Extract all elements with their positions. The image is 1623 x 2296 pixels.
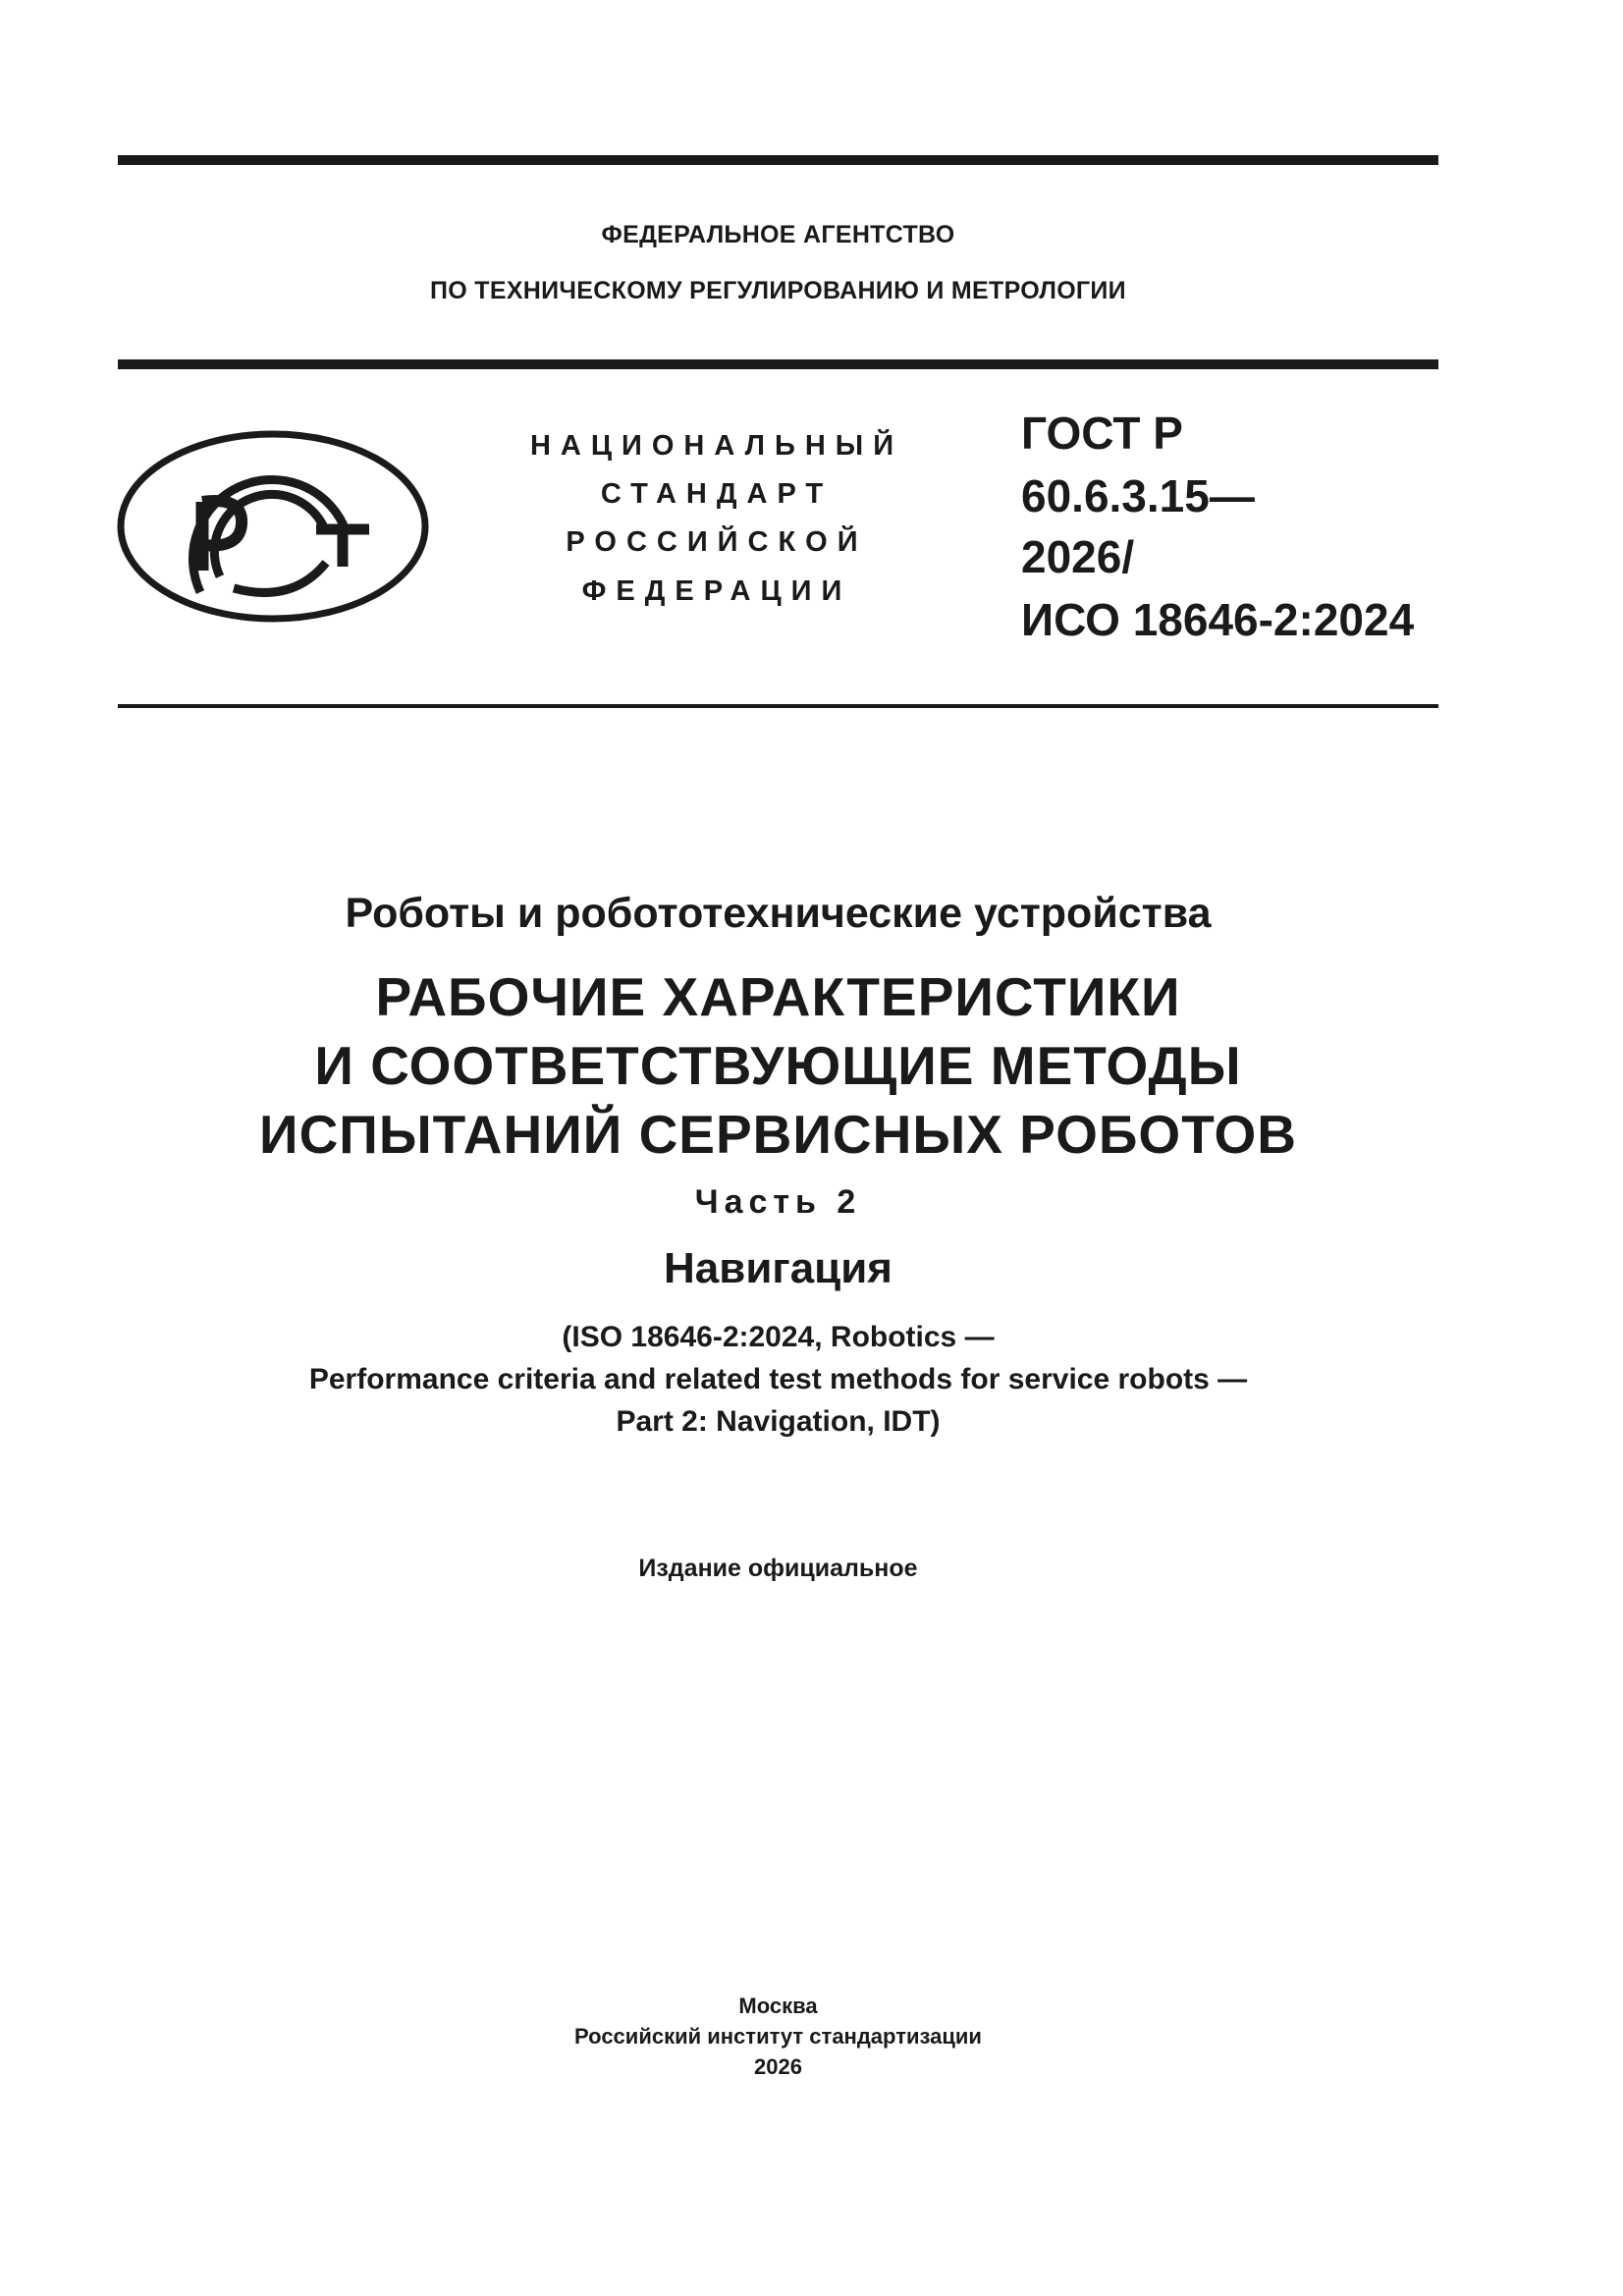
subject-title: Роботы и робототехнические устройства [345, 890, 1212, 937]
standard-type-line-3: РОССИЙСКОЙ [566, 526, 868, 558]
agency-name-line-1: ФЕДЕРАЛЬНОЕ АГЕНТСТВО [601, 221, 955, 248]
original-reference-line-1: (ISO 18646-2:2024, Robotics — [562, 1321, 995, 1353]
part-name: Навигация [664, 1244, 893, 1292]
standard-type-line-4: ФЕДЕРАЦИИ [581, 575, 852, 607]
agency-name-line-2: ПО ТЕХНИЧЕСКОМУ РЕГУЛИРОВАНИЮ И МЕТРОЛОГИИ [430, 277, 1126, 304]
original-reference-line-2: Performance criteria and related test methods for service robots — [308, 1363, 1248, 1395]
standard-type-line-1: НАЦИОНАЛЬНЫЙ [529, 430, 904, 462]
original-reference-line-3: Part 2: Navigation, IDT) [616, 1405, 941, 1438]
main-title-line-1: РАБОЧИЕ ХАРАКТЕРИСТИКИ [375, 966, 1181, 1027]
designation-line-3: 2026/ [1021, 531, 1135, 582]
designation-line-4: ИСО 18646-2:2024 [1021, 594, 1415, 645]
designation-line-1: ГОСТ Р [1021, 408, 1183, 459]
edition-note: Издание официальное [638, 1555, 918, 1582]
imprint-city: Москва [738, 1994, 818, 2018]
designation-rule [118, 704, 1438, 708]
part-label: Часть 2 [694, 1183, 862, 1221]
rst-mark-icon [116, 429, 430, 624]
imprint-publisher: Российский институт стандартизации [574, 2024, 982, 2049]
imprint-year: 2026 [754, 2054, 802, 2079]
top-rule [118, 155, 1438, 165]
designation-line-2: 60.6.3.15— [1021, 470, 1255, 521]
main-title-line-3: ИСПЫТАНИЙ СЕРВИСНЫХ РОБОТОВ [259, 1104, 1297, 1165]
standard-type-line-2: СТАНДАРТ [600, 478, 834, 510]
main-title-line-2: И СООТВЕТСТВУЮЩИЕ МЕТОДЫ [314, 1035, 1242, 1096]
header-rule [118, 359, 1438, 369]
